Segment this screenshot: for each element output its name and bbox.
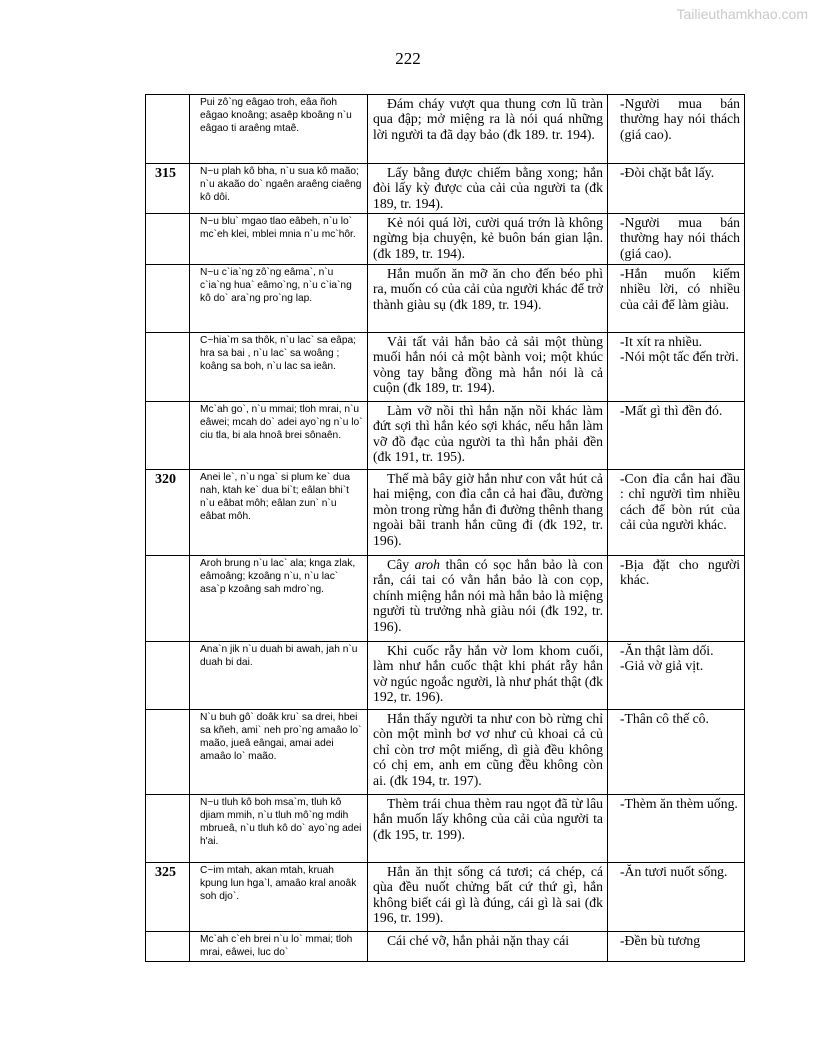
proverb-translation: Làm vỡ nồi thì hắn nặn nồi khác làm đứt sợi thì hắn kéo sợi khác, nếu hắn làm vỡ đồ đạc của người ta thì hắn phải đền (đk 191, tr. 195). (368, 402, 608, 470)
proverb-table-body (146, 95, 745, 962)
meaning-line: -Ăn tươi nuốt sống. (620, 864, 728, 879)
row-number: 315 (146, 164, 190, 214)
meaning-line: -Thèm ăn thèm uống. (620, 796, 738, 811)
meaning-line: -Hắn muốn kiếm nhiều lời, có nhiều của cải để làm giàu. (620, 266, 740, 312)
row-number (146, 556, 190, 642)
row-number (146, 214, 190, 265)
proverb-meaning (608, 556, 745, 642)
proverb-meaning (608, 164, 745, 214)
proverb-original: N`u buh gô` doâk kru` sa drei, hbei sa kñeh, ami` neh pro`ng amaâo lo` maão, jueâ eângai, amai adei amaâo lo` maão. (190, 710, 368, 795)
proverb-meaning (608, 795, 745, 863)
proverb-table (145, 94, 745, 962)
proverb-original: N~u c`ia`ng zô`ng eâma`, n`u c`ia`ng hua` eâmo`ng, n`u c`ia`ng kô do` ara`ng pro`ng lap. (190, 265, 368, 333)
proverb-translation: Vải tất vải hắn bảo cả sải một thùng muối hắn nói cả một bành voi; một khúc vòng tay bằng đồng mà hắn nói là cả cuộn (đk 189, tr. 194). (368, 333, 608, 402)
row-number (146, 95, 190, 164)
meaning-line: -Đòi chặt bắt lấy. (620, 165, 715, 180)
proverb-translation: Hắn muốn ăn mỡ ăn cho đến béo phì ra, muốn có của cải của người khác để trở thành giàu sụ (đk 189, tr. 194). (368, 265, 608, 333)
row-number (146, 795, 190, 863)
meaning-line: -Nói một tấc đến trời. (620, 349, 739, 365)
proverb-original: Anei le`, n`u nga` si plum ke` dua nah, ktah ke` dua bi`t; eâlan bhi`t n`u eâbat môh; eâlan zun` n`u eâbat môh. (190, 470, 368, 556)
meaning-line: -Mất gì thì đền đó. (620, 403, 723, 418)
table-row (146, 795, 745, 863)
table-row (146, 214, 745, 265)
watermark: Tailieuthamkhao.com (676, 6, 808, 22)
proverb-meaning (608, 863, 745, 932)
table-row (146, 932, 745, 962)
meaning-line: -Con đỉa cắn hai đầu : chỉ người tìm nhiều cách để bòn rút của cải của người khác. (620, 471, 740, 533)
meaning-line: -Người mua bán thường hay nói thách (giá cao). (620, 215, 740, 261)
proverb-translation: Hắn thấy người ta như con bò rừng chỉ còn một mình bơ vơ như củ khoai cả củ chỉ còn trơ một miếng, dì già đều không có chị em, anh em cũng đều không còn ai. (đk 194, tr. 197). (368, 710, 608, 795)
proverb-original: C~im mtah, akan mtah, kruah kpung lun hga`l, amaâo kral anoâk soh djo`. (190, 863, 368, 932)
proverb-translation: Kẻ nói quá lời, cười quá trớn là không ngừng bịa chuyện, kẻ buôn bán gian lận. (đk 189, tr. 194). (368, 214, 608, 265)
proverb-original: Mc`ah go`, n`u mmai; tloh mrai, n`u eâwei; mcah do` adei ayo`ng n`u lo` ciu tla, bi ala hnoâ brei sônaên. (190, 402, 368, 470)
proverb-translation: Hắn ăn thịt sống cá tươi; cá chép, cá qùa đều nuốt chửng bất cứ thứ gì, hắn không biết cái gì là đúng, cái gì là sai (đk 196, tr. 199). (368, 863, 608, 932)
meaning-line: -Bịa đặt cho người khác. (620, 557, 740, 588)
row-number (146, 265, 190, 333)
proverb-original: C~hia`m sa thôk, n`u lac` sa eâpa; hra sa bai , n`u lac` sa woâng ; koâng sa boh, n`u lac sa ieân. (190, 333, 368, 402)
proverb-original: Aroh brung n`u lac` ala; knga zlak, eâmoâng; kzoâng n`u, n`u lac` asa`p kzoâng sah mdro`ng. (190, 556, 368, 642)
meaning-line: -Người mua bán thường hay nói thách (giá cao). (620, 96, 740, 142)
proverb-meaning (608, 214, 745, 265)
meaning-line: -Thân cô thế cô. (620, 711, 709, 726)
proverb-original: N~u tluh kô boh msa`m, tluh kô djiam mmih, n`u tluh mô`ng mdih mbrueâ, n`u tluh kô do` ayo`ng adei h'ai. (190, 795, 368, 863)
proverb-translation: Khi cuốc rẫy hắn vờ lom khom cuối, làm như hắn cuốc thật khi phát rẫy hắn vờ ngúc ngoắc người, là như phát thật (đk 192, tr. 196). (368, 642, 608, 710)
table-row (146, 470, 745, 556)
row-number: 325 (146, 863, 190, 932)
proverb-original: Ana`n jik n`u duah bi awah, jah n`u duah bi dai. (190, 642, 368, 710)
table-row (146, 556, 745, 642)
proverb-translation: Lấy bằng được chiếm bằng xong; hắn đòi lấy kỳ được của cải của người ta (đk 189, tr. 194). (368, 164, 608, 214)
proverb-translation: Đám cháy vượt qua thung cơn lũ tràn qua đập; mở miệng ra là nói quá những lời người ta đã dạy bảo (đk 189. tr. 194). (368, 95, 608, 164)
table-row (146, 402, 745, 470)
proverb-original: N~u blu` mgao tlao eâbeh, n`u lo` mc`eh klei, mblei mnia n`u mc`hôr. (190, 214, 368, 265)
proverb-meaning (608, 402, 745, 470)
row-number (146, 333, 190, 402)
row-number (146, 710, 190, 795)
proverb-meaning (608, 642, 745, 710)
page-number: 222 (395, 49, 421, 68)
proverb-original: N~u plah kô bha, n`u sua kô maão; n`u akaão do` ngaên araêng ciaêng kô dôi. (190, 164, 368, 214)
table-row (146, 863, 745, 932)
proverb-original: Pui zô`ng eâgao troh, eâa ñoh eâgao knoâng; asaêp kboâng n`u eâgao ti araêng mtaê. (190, 95, 368, 164)
table-row (146, 642, 745, 710)
meaning-line: -Đền bù tương (620, 933, 701, 948)
proverb-meaning (608, 710, 745, 795)
proverb-meaning (608, 333, 745, 402)
meaning-line: -Giả vờ giả vịt. (620, 658, 704, 674)
proverb-translation: Cây aroh thân có sọc hắn bảo là con rắn, cái tai có vằn hắn bảo là con cọp, chính miệng hắn nói mà hắn bảo là miệng người tù trưởng nhà giàu nói (đk 192, tr. 196). (368, 556, 608, 642)
table-row (146, 164, 745, 214)
proverb-meaning (608, 470, 745, 556)
table-row (146, 333, 745, 402)
proverb-translation: Thế mà bây giờ hắn như con vắt hút cả hai miệng, con đỉa cắn cả hai đầu, đường mòn trong rừng hắn đi đường thênh thang ngoài bãi tranh hắn cũng đi (đk 192, tr. 196). (368, 470, 608, 556)
meaning-line: -Ăn thật làm dối. (620, 643, 714, 658)
row-number (146, 642, 190, 710)
proverb-original: Mc`ah c`eh brei n`u lo` mmai; tloh mrai, eâwei, luc do` (190, 932, 368, 962)
proverb-translation: Thèm trái chua thèm rau ngọt đã từ lâu hắn muốn lấy không của cải của người ta (đk 195, tr. 199). (368, 795, 608, 863)
row-number: 320 (146, 470, 190, 556)
table-row (146, 95, 745, 164)
row-number (146, 402, 190, 470)
proverb-meaning (608, 265, 745, 333)
table-row (146, 710, 745, 795)
proverb-translation: Cái ché vỡ, hắn phải nặn thay cái (368, 932, 608, 962)
proverb-meaning (608, 932, 745, 962)
meaning-line: -It xít ra nhiều. (620, 334, 703, 349)
table-row (146, 265, 745, 333)
row-number (146, 932, 190, 962)
proverb-meaning (608, 95, 745, 164)
